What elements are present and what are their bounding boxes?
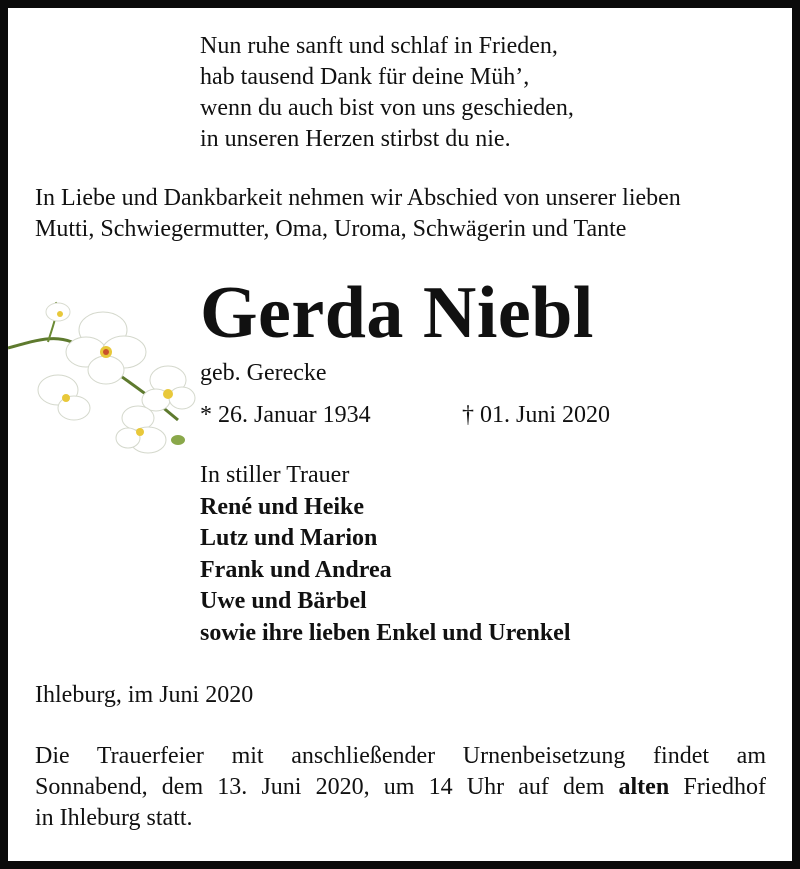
mourner-name: Lutz und Marion <box>200 525 378 551</box>
poem <box>200 31 574 155</box>
service-line: in Ihleburg statt. <box>35 805 193 831</box>
poem-line: Nun ruhe sanft und schlaf in Frieden, <box>200 33 558 59</box>
birth-date: * 26. Januar 1934 <box>200 402 371 428</box>
maiden-name: geb. Gerecke <box>200 360 327 386</box>
service-emphasis: alten <box>618 774 670 800</box>
poem-line: hab tausend Dank für deine Müh’, <box>200 64 530 90</box>
mourner-name: Uwe und Bärbel <box>200 588 367 614</box>
intro-line: Mutti, Schwiegermutter, Oma, Uroma, Schwägerin und Tante <box>35 216 627 242</box>
funeral-service-info <box>35 741 766 834</box>
intro-line: In Liebe und Dankbarkeit nehmen wir Abschied von unserer lieben <box>35 185 681 211</box>
mourners-heading: In stiller Trauer <box>200 462 350 488</box>
service-line <box>35 772 766 803</box>
death-date: † 01. Juni 2020 <box>462 402 611 428</box>
mourner-name: sowie ihre lieben Enkel und Urenkel <box>200 619 571 646</box>
place-and-date: Ihleburg, im Juni 2020 <box>35 682 254 708</box>
poem-line: wenn du auch bist von uns geschieden, <box>200 95 574 121</box>
service-line: Die Trauerfeier mit anschließender Urnenbeisetzung findet am <box>35 743 766 769</box>
mourner-name: René und Heike <box>200 493 365 520</box>
poem-line: in unseren Herzen stirbst du nie. <box>200 126 511 152</box>
orchid-flower-image <box>8 290 198 465</box>
mourners-block <box>200 460 571 649</box>
farewell-intro <box>35 183 681 245</box>
service-text: Friedhof <box>669 774 766 800</box>
service-text: Sonnabend, dem 13. Juni 2020, um 14 Uhr auf dem <box>35 774 619 800</box>
deceased-name: Gerda Niebl <box>200 272 594 354</box>
mourner-name: Frank und Andrea <box>200 556 392 583</box>
